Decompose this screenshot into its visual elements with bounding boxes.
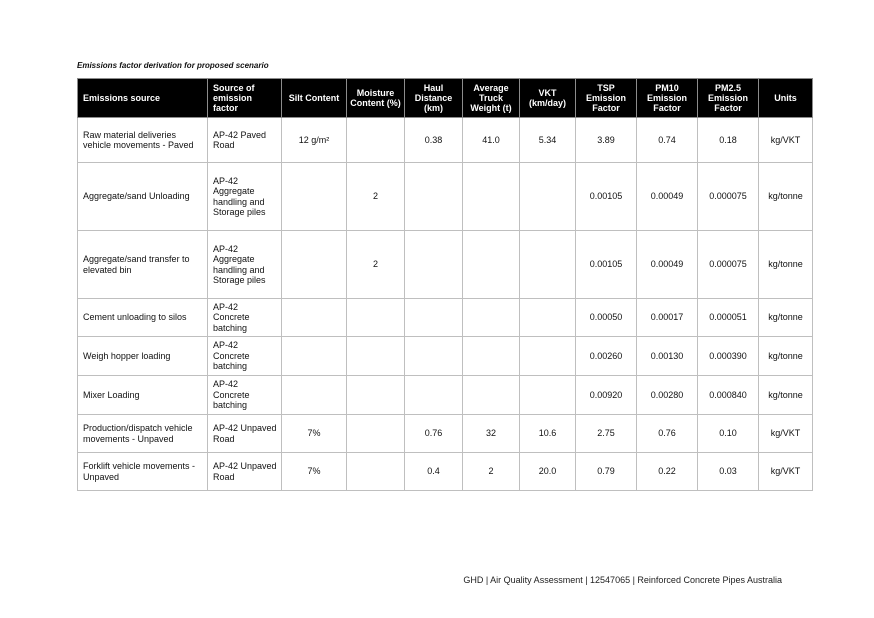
cell-source-of-emission-factor: AP-42 Unpaved Road [208,453,282,491]
cell-pm25-emission-factor: 0.000840 [698,376,759,415]
cell-haul-distance [405,337,463,376]
header-tsp-emission-factor: TSP Emission Factor [576,79,637,118]
cell-pm10-emission-factor: 0.00017 [637,299,698,337]
cell-tsp-emission-factor: 0.00260 [576,337,637,376]
cell-pm10-emission-factor: 0.00280 [637,376,698,415]
cell-pm25-emission-factor: 0.03 [698,453,759,491]
cell-haul-distance: 0.76 [405,415,463,453]
cell-pm10-emission-factor: 0.76 [637,415,698,453]
cell-emissions-source: Raw material deliveries vehicle movements - Paved [78,118,208,163]
cell-silt-content: 12 g/m² [282,118,347,163]
cell-emissions-source: Mixer Loading [78,376,208,415]
cell-source-of-emission-factor: AP-42 Concrete batching [208,376,282,415]
cell-emissions-source: Aggregate/sand transfer to elevated bin [78,231,208,299]
cell-emissions-source: Forklift vehicle movements - Unpaved [78,453,208,491]
cell-moisture-content [347,118,405,163]
cell-units: kg/VKT [759,118,813,163]
cell-source-of-emission-factor: AP-42 Paved Road [208,118,282,163]
cell-pm10-emission-factor: 0.00049 [637,163,698,231]
header-average-truck-weight: Average Truck Weight (t) [463,79,520,118]
cell-source-of-emission-factor: AP-42 Aggregate handling and Storage piles [208,163,282,231]
cell-source-of-emission-factor: AP-42 Unpaved Road [208,415,282,453]
table-row [78,337,813,376]
cell-emissions-source: Production/dispatch vehicle movements - Unpaved [78,415,208,453]
cell-haul-distance: 0.4 [405,453,463,491]
cell-moisture-content [347,376,405,415]
cell-silt-content [282,231,347,299]
cell-haul-distance [405,163,463,231]
cell-units: kg/tonne [759,299,813,337]
cell-average-truck-weight [463,376,520,415]
cell-tsp-emission-factor: 2.75 [576,415,637,453]
cell-vkt: 20.0 [520,453,576,491]
cell-pm25-emission-factor: 0.000075 [698,163,759,231]
cell-haul-distance [405,231,463,299]
cell-silt-content [282,299,347,337]
cell-average-truck-weight: 41.0 [463,118,520,163]
cell-emissions-source: Aggregate/sand Unloading [78,163,208,231]
header-emissions-source: Emissions source [78,79,208,118]
cell-silt-content [282,163,347,231]
header-pm25-emission-factor: PM2.5 Emission Factor [698,79,759,118]
cell-haul-distance: 0.38 [405,118,463,163]
cell-vkt [520,231,576,299]
cell-vkt [520,163,576,231]
header-source-of-emission-factor: Source of emission factor [208,79,282,118]
header-pm10-emission-factor: PM10 Emission Factor [637,79,698,118]
cell-silt-content [282,337,347,376]
cell-emissions-source: Weigh hopper loading [78,337,208,376]
cell-pm10-emission-factor: 0.22 [637,453,698,491]
cell-tsp-emission-factor: 0.00920 [576,376,637,415]
cell-average-truck-weight [463,231,520,299]
cell-tsp-emission-factor: 3.89 [576,118,637,163]
table-row [78,415,813,453]
table-body [78,118,813,491]
cell-vkt: 10.6 [520,415,576,453]
cell-haul-distance [405,376,463,415]
cell-moisture-content: 2 [347,231,405,299]
cell-pm25-emission-factor: 0.000051 [698,299,759,337]
cell-tsp-emission-factor: 0.79 [576,453,637,491]
cell-moisture-content [347,415,405,453]
cell-average-truck-weight [463,299,520,337]
table-row [78,376,813,415]
cell-source-of-emission-factor: AP-42 Concrete batching [208,337,282,376]
cell-silt-content: 7% [282,415,347,453]
table-row [78,163,813,231]
page-footer: GHD | Air Quality Assessment | 12547065 | Reinforced Concrete Pipes Australia [463,575,782,585]
cell-average-truck-weight [463,337,520,376]
cell-average-truck-weight: 2 [463,453,520,491]
table-row [78,231,813,299]
cell-average-truck-weight [463,163,520,231]
cell-average-truck-weight: 32 [463,415,520,453]
cell-silt-content: 7% [282,453,347,491]
cell-pm25-emission-factor: 0.18 [698,118,759,163]
cell-units: kg/tonne [759,376,813,415]
cell-tsp-emission-factor: 0.00050 [576,299,637,337]
cell-moisture-content: 2 [347,163,405,231]
cell-tsp-emission-factor: 0.00105 [576,231,637,299]
cell-haul-distance [405,299,463,337]
cell-pm25-emission-factor: 0.10 [698,415,759,453]
cell-units: kg/VKT [759,415,813,453]
cell-vkt [520,299,576,337]
cell-pm10-emission-factor: 0.00049 [637,231,698,299]
cell-moisture-content [347,299,405,337]
emissions-factor-table [77,78,813,491]
header-vkt: VKT (km/day) [520,79,576,118]
table-row [78,299,813,337]
header-silt-content: Silt Content [282,79,347,118]
table-caption: Emissions factor derivation for proposed scenario [77,61,269,70]
cell-units: kg/tonne [759,163,813,231]
cell-moisture-content [347,453,405,491]
cell-pm25-emission-factor: 0.000075 [698,231,759,299]
cell-silt-content [282,376,347,415]
cell-units: kg/tonne [759,337,813,376]
cell-pm25-emission-factor: 0.000390 [698,337,759,376]
cell-vkt [520,337,576,376]
cell-source-of-emission-factor: AP-42 Aggregate handling and Storage piles [208,231,282,299]
cell-tsp-emission-factor: 0.00105 [576,163,637,231]
table-row [78,118,813,163]
table-header-row [78,79,813,118]
header-units: Units [759,79,813,118]
cell-vkt [520,376,576,415]
header-haul-distance: Haul Distance (km) [405,79,463,118]
cell-units: kg/VKT [759,453,813,491]
cell-units: kg/tonne [759,231,813,299]
header-moisture-content: Moisture Content (%) [347,79,405,118]
cell-pm10-emission-factor: 0.00130 [637,337,698,376]
cell-emissions-source: Cement unloading to silos [78,299,208,337]
table-row [78,453,813,491]
cell-pm10-emission-factor: 0.74 [637,118,698,163]
cell-source-of-emission-factor: AP-42 Concrete batching [208,299,282,337]
cell-vkt: 5.34 [520,118,576,163]
cell-moisture-content [347,337,405,376]
